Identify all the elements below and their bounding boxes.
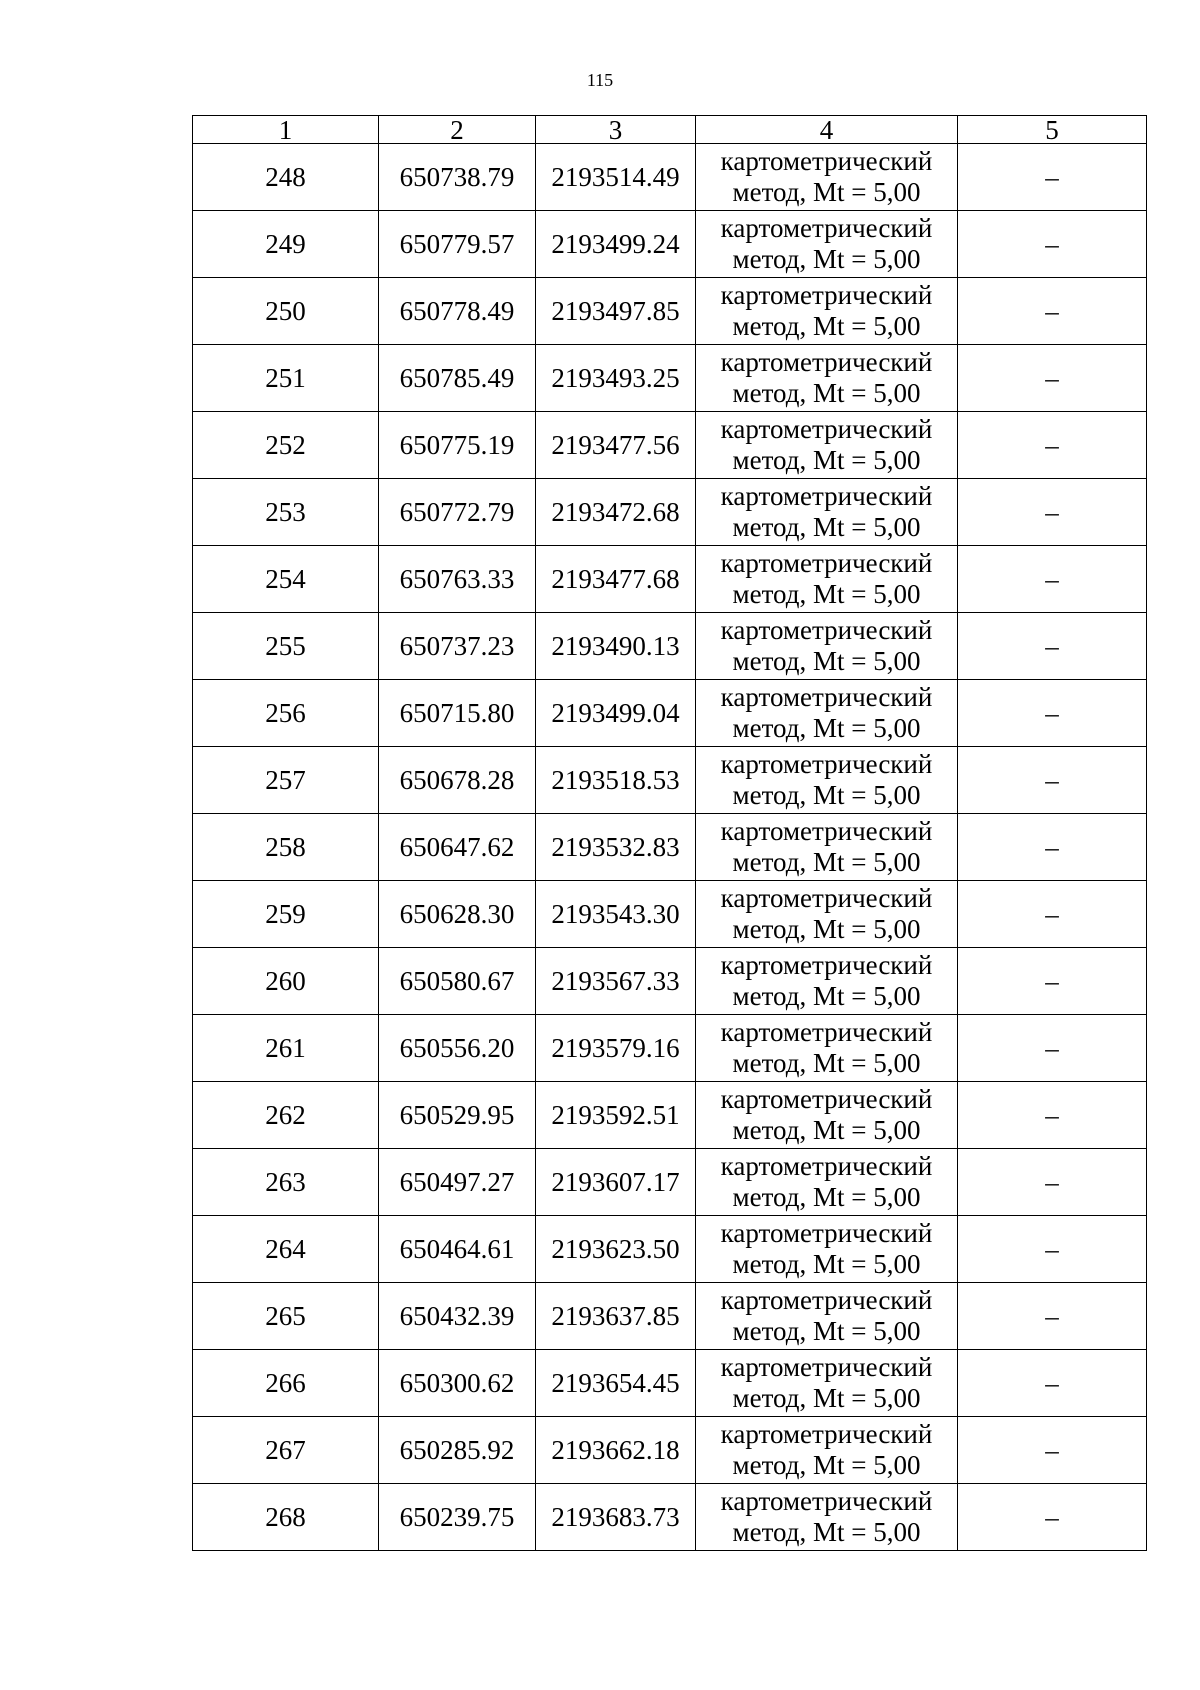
point-number-cell: 261 <box>193 1015 379 1082</box>
point-number-cell: 265 <box>193 1283 379 1350</box>
x-coordinate-cell: 650785.49 <box>379 345 536 412</box>
method-line-1: картометрический <box>720 1352 933 1382</box>
table-row <box>193 1015 1147 1082</box>
note-cell: – <box>958 144 1147 211</box>
x-coordinate-cell: 650737.23 <box>379 613 536 680</box>
note-cell: – <box>958 747 1147 814</box>
point-number-cell: 252 <box>193 412 379 479</box>
method-cell <box>696 479 958 546</box>
y-coordinate-cell: 2193592.51 <box>536 1082 696 1149</box>
method-line-2: метод, Mt = 5,00 <box>732 1316 921 1346</box>
point-number-cell: 248 <box>193 144 379 211</box>
y-coordinate-cell: 2193654.45 <box>536 1350 696 1417</box>
x-coordinate-cell: 650763.33 <box>379 546 536 613</box>
header-col-1: 1 <box>193 116 379 144</box>
table-row <box>193 1149 1147 1216</box>
note-cell: – <box>958 1149 1147 1216</box>
header-col-2: 2 <box>379 116 536 144</box>
method-line-2: метод, Mt = 5,00 <box>732 1383 921 1413</box>
method-cell <box>696 948 958 1015</box>
method-cell <box>696 814 958 881</box>
method-line-2: метод, Mt = 5,00 <box>732 847 921 877</box>
table-row <box>193 412 1147 479</box>
method-line-1: картометрический <box>720 213 933 243</box>
note-cell: – <box>958 680 1147 747</box>
note-cell: – <box>958 412 1147 479</box>
table-row <box>193 1082 1147 1149</box>
y-coordinate-cell: 2193532.83 <box>536 814 696 881</box>
table-row <box>193 1216 1147 1283</box>
x-coordinate-cell: 650738.79 <box>379 144 536 211</box>
method-line-1: картометрический <box>720 682 933 712</box>
method-cell <box>696 881 958 948</box>
method-line-1: картометрический <box>720 1285 933 1315</box>
y-coordinate-cell: 2193499.24 <box>536 211 696 278</box>
note-cell: – <box>958 1216 1147 1283</box>
method-line-1: картометрический <box>720 280 933 310</box>
table-body <box>193 144 1147 1551</box>
note-cell: – <box>958 948 1147 1015</box>
y-coordinate-cell: 2193518.53 <box>536 747 696 814</box>
x-coordinate-cell: 650715.80 <box>379 680 536 747</box>
method-line-1: картометрический <box>720 548 933 578</box>
x-coordinate-cell: 650775.19 <box>379 412 536 479</box>
method-line-2: метод, Mt = 5,00 <box>732 1249 921 1279</box>
table-row <box>193 345 1147 412</box>
point-number-cell: 249 <box>193 211 379 278</box>
method-line-2: метод, Mt = 5,00 <box>732 1182 921 1212</box>
x-coordinate-cell: 650285.92 <box>379 1417 536 1484</box>
method-line-2: метод, Mt = 5,00 <box>732 1517 921 1547</box>
method-line-2: метод, Mt = 5,00 <box>732 1048 921 1078</box>
x-coordinate-cell: 650497.27 <box>379 1149 536 1216</box>
method-cell <box>696 1015 958 1082</box>
note-cell: – <box>958 211 1147 278</box>
method-line-1: картометрический <box>720 414 933 444</box>
y-coordinate-cell: 2193493.25 <box>536 345 696 412</box>
method-cell <box>696 1283 958 1350</box>
table-header <box>193 116 1147 144</box>
y-coordinate-cell: 2193472.68 <box>536 479 696 546</box>
method-line-1: картометрический <box>720 749 933 779</box>
method-line-1: картометрический <box>720 1084 933 1114</box>
point-number-cell: 259 <box>193 881 379 948</box>
method-line-1: картометрический <box>720 1218 933 1248</box>
method-line-2: метод, Mt = 5,00 <box>732 244 921 274</box>
table-row <box>193 881 1147 948</box>
note-cell: – <box>958 814 1147 881</box>
method-line-2: метод, Mt = 5,00 <box>732 311 921 341</box>
point-number-cell: 258 <box>193 814 379 881</box>
method-line-2: метод, Mt = 5,00 <box>732 981 921 1011</box>
table-row <box>193 144 1147 211</box>
table-row <box>193 1350 1147 1417</box>
method-line-1: картометрический <box>720 816 933 846</box>
table-row <box>193 814 1147 881</box>
x-coordinate-cell: 650529.95 <box>379 1082 536 1149</box>
y-coordinate-cell: 2193477.56 <box>536 412 696 479</box>
method-line-2: метод, Mt = 5,00 <box>732 713 921 743</box>
method-line-2: метод, Mt = 5,00 <box>732 1115 921 1145</box>
note-cell: – <box>958 345 1147 412</box>
y-coordinate-cell: 2193477.68 <box>536 546 696 613</box>
x-coordinate-cell: 650556.20 <box>379 1015 536 1082</box>
method-cell <box>696 1149 958 1216</box>
method-cell <box>696 1350 958 1417</box>
x-coordinate-cell: 650580.67 <box>379 948 536 1015</box>
note-cell: – <box>958 479 1147 546</box>
method-cell <box>696 747 958 814</box>
method-line-2: метод, Mt = 5,00 <box>732 780 921 810</box>
method-line-2: метод, Mt = 5,00 <box>732 177 921 207</box>
y-coordinate-cell: 2193623.50 <box>536 1216 696 1283</box>
method-cell <box>696 1484 958 1551</box>
point-number-cell: 257 <box>193 747 379 814</box>
method-line-1: картометрический <box>720 481 933 511</box>
method-cell <box>696 1417 958 1484</box>
method-line-2: метод, Mt = 5,00 <box>732 914 921 944</box>
x-coordinate-cell: 650239.75 <box>379 1484 536 1551</box>
note-cell: – <box>958 1283 1147 1350</box>
point-number-cell: 256 <box>193 680 379 747</box>
note-cell: – <box>958 1015 1147 1082</box>
table-row <box>193 278 1147 345</box>
table-row <box>193 613 1147 680</box>
table-row <box>193 948 1147 1015</box>
x-coordinate-cell: 650678.28 <box>379 747 536 814</box>
method-cell <box>696 546 958 613</box>
method-cell <box>696 412 958 479</box>
point-number-cell: 263 <box>193 1149 379 1216</box>
method-line-1: картометрический <box>720 950 933 980</box>
header-row <box>193 116 1147 144</box>
y-coordinate-cell: 2193683.73 <box>536 1484 696 1551</box>
method-cell <box>696 345 958 412</box>
method-cell <box>696 278 958 345</box>
table-row <box>193 747 1147 814</box>
y-coordinate-cell: 2193662.18 <box>536 1417 696 1484</box>
note-cell: – <box>958 546 1147 613</box>
method-line-2: метод, Mt = 5,00 <box>732 378 921 408</box>
x-coordinate-cell: 650432.39 <box>379 1283 536 1350</box>
note-cell: – <box>958 1484 1147 1551</box>
y-coordinate-cell: 2193567.33 <box>536 948 696 1015</box>
x-coordinate-cell: 650778.49 <box>379 278 536 345</box>
method-cell <box>696 211 958 278</box>
point-number-cell: 264 <box>193 1216 379 1283</box>
note-cell: – <box>958 278 1147 345</box>
method-line-1: картометрический <box>720 1151 933 1181</box>
method-line-2: метод, Mt = 5,00 <box>732 445 921 475</box>
method-line-1: картометрический <box>720 883 933 913</box>
x-coordinate-cell: 650464.61 <box>379 1216 536 1283</box>
method-line-1: картометрический <box>720 1486 933 1516</box>
header-col-4: 4 <box>696 116 958 144</box>
method-line-1: картометрический <box>720 615 933 645</box>
y-coordinate-cell: 2193579.16 <box>536 1015 696 1082</box>
method-line-1: картометрический <box>720 347 933 377</box>
note-cell: – <box>958 1082 1147 1149</box>
table-row <box>193 1484 1147 1551</box>
table-row <box>193 1283 1147 1350</box>
table-row <box>193 211 1147 278</box>
method-cell <box>696 144 958 211</box>
y-coordinate-cell: 2193607.17 <box>536 1149 696 1216</box>
table-row <box>193 680 1147 747</box>
y-coordinate-cell: 2193490.13 <box>536 613 696 680</box>
method-line-2: метод, Mt = 5,00 <box>732 512 921 542</box>
table-row <box>193 546 1147 613</box>
point-number-cell: 268 <box>193 1484 379 1551</box>
x-coordinate-cell: 650647.62 <box>379 814 536 881</box>
header-col-3: 3 <box>536 116 696 144</box>
point-number-cell: 251 <box>193 345 379 412</box>
x-coordinate-cell: 650300.62 <box>379 1350 536 1417</box>
point-number-cell: 260 <box>193 948 379 1015</box>
method-cell <box>696 613 958 680</box>
method-line-2: метод, Mt = 5,00 <box>732 579 921 609</box>
method-line-2: метод, Mt = 5,00 <box>732 646 921 676</box>
point-number-cell: 254 <box>193 546 379 613</box>
y-coordinate-cell: 2193497.85 <box>536 278 696 345</box>
x-coordinate-cell: 650772.79 <box>379 479 536 546</box>
y-coordinate-cell: 2193543.30 <box>536 881 696 948</box>
method-line-1: картометрический <box>720 1419 933 1449</box>
table-row <box>193 479 1147 546</box>
point-number-cell: 262 <box>193 1082 379 1149</box>
note-cell: – <box>958 613 1147 680</box>
y-coordinate-cell: 2193637.85 <box>536 1283 696 1350</box>
coordinates-table <box>192 115 1147 1551</box>
method-cell <box>696 1082 958 1149</box>
page-number: 115 <box>586 70 614 90</box>
table-row <box>193 1417 1147 1484</box>
note-cell: – <box>958 1417 1147 1484</box>
x-coordinate-cell: 650628.30 <box>379 881 536 948</box>
y-coordinate-cell: 2193499.04 <box>536 680 696 747</box>
y-coordinate-cell: 2193514.49 <box>536 144 696 211</box>
method-line-2: метод, Mt = 5,00 <box>732 1450 921 1480</box>
point-number-cell: 255 <box>193 613 379 680</box>
note-cell: – <box>958 1350 1147 1417</box>
header-col-5: 5 <box>958 116 1147 144</box>
point-number-cell: 266 <box>193 1350 379 1417</box>
method-line-1: картометрический <box>720 146 933 176</box>
point-number-cell: 250 <box>193 278 379 345</box>
method-line-1: картометрический <box>720 1017 933 1047</box>
note-cell: – <box>958 881 1147 948</box>
point-number-cell: 267 <box>193 1417 379 1484</box>
method-cell <box>696 680 958 747</box>
method-cell <box>696 1216 958 1283</box>
point-number-cell: 253 <box>193 479 379 546</box>
x-coordinate-cell: 650779.57 <box>379 211 536 278</box>
